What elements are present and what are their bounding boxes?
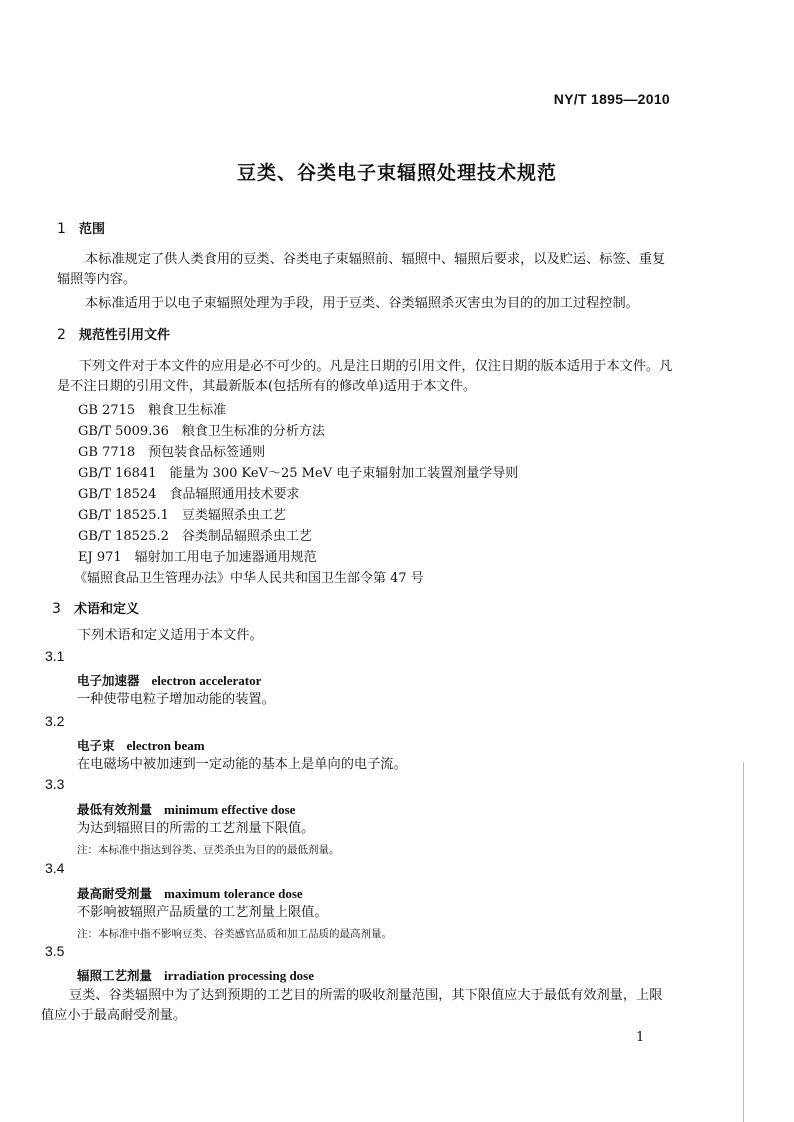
section-title: 规范性引用文件 (79, 328, 171, 343)
term-heading (77, 736, 205, 754)
term-zh: 电子束 (77, 738, 115, 753)
page-number: 1 (636, 1030, 645, 1045)
term-definition: 在电磁场中被加速到一定动能的基本上是单向的电子流。 (77, 757, 407, 772)
term-en: maximum tolerance dose (164, 886, 303, 901)
section-1-heading (57, 218, 105, 237)
term-note: 注：本标准中指达到谷类、豆类杀虫为目的的最低剂量。 (77, 844, 340, 856)
term-en: irradiation processing dose (164, 968, 315, 983)
document-title: 豆类、谷类电子束辐照处理技术规范 (236, 162, 557, 184)
term-definition: 为达到辐照目的所需的工艺剂量下限值。 (77, 821, 315, 836)
term-en: electron accelerator (151, 673, 262, 688)
reference-item: GB/T 18525.1 豆类辐照杀虫工艺 (78, 508, 286, 523)
term-zh: 最高耐受剂量 (77, 886, 153, 901)
term-number: 3.3 (45, 776, 65, 792)
term-definition: 豆类、谷类辐照中为了达到预期的工艺目的所需的吸收剂量范围，其下限值应大于最低有效剂量，上限值应小于最高耐受剂量。 (41, 988, 663, 1023)
reference-item: GB 2715 粮食卫生标准 (78, 403, 227, 418)
term-zh: 电子加速器 (77, 673, 140, 688)
standard-code: NY/T 1895—2010 (553, 91, 670, 107)
section-2-heading (57, 324, 170, 343)
section-number: 3 (52, 601, 61, 617)
scope-paragraph-2: 本标准适用于以电子束辐照处理为手段，用于豆类、谷类辐照杀灭害虫为目的的加工过程控制。 (85, 296, 639, 311)
term-zh: 最低有效剂量 (77, 802, 153, 817)
term-heading (77, 671, 261, 689)
term-heading (77, 800, 295, 818)
reference-item: GB/T 16841 能量为 300 KeV～25 MeV 电子束辐射加工装置剂量学导则 (78, 466, 519, 481)
terms-intro: 下列术语和定义适用于本文件。 (78, 628, 263, 643)
scope-paragraph-1: 本标准规定了供人类食用的豆类、谷类电子束辐照前、辐照中、辐照后要求，以及贮运、标签、重复辐照等内容。 (57, 252, 666, 287)
term-number: 3.4 (45, 860, 65, 876)
reference-item: GB/T 18525.2 谷类制品辐照杀虫工艺 (78, 529, 312, 544)
term-definition: 一种使带电粒子增加动能的装置。 (77, 692, 275, 707)
reference-item: GB 7718 预包装食品标签通则 (78, 445, 266, 460)
section-title: 范围 (79, 222, 106, 237)
reference-item: GB/T 18524 食品辐照通用技术要求 (78, 487, 300, 502)
term-number: 3.1 (45, 648, 65, 664)
term-note: 注：本标准中指不影响豆类、谷类感官品质和加工品质的最高剂量。 (77, 928, 392, 940)
section-title: 术语和定义 (74, 602, 140, 617)
term-en: minimum effective dose (164, 802, 296, 817)
term-heading (77, 966, 314, 984)
reference-item: 《辐照食品卫生管理办法》中华人民共和国卫生部令第 47 号 (74, 571, 424, 586)
reference-item: EJ 971 辐射加工用电子加速器通用规范 (78, 550, 317, 565)
term-en: electron beam (126, 738, 205, 753)
references-intro: 下列文件对于本文件的应用是必不可少的。凡是注日期的引用文件，仅注日期的版本适用于本文件。凡是不注日期的引用文件，其最新版本(包括所有的修改单)适用于本文件。 (57, 359, 673, 394)
section-number: 1 (57, 221, 66, 237)
term-number: 3.5 (45, 943, 65, 959)
section-3-heading (52, 598, 139, 617)
term-zh: 辐照工艺剂量 (77, 968, 153, 983)
reference-item: GB/T 5009.36 粮食卫生标准的分析方法 (78, 424, 325, 439)
scan-edge-line (743, 762, 744, 1122)
section-number: 2 (57, 327, 66, 343)
term-definition: 不影响被辐照产品质量的工艺剂量上限值。 (77, 905, 328, 920)
term-heading (77, 884, 303, 902)
term-number: 3.2 (45, 713, 65, 729)
